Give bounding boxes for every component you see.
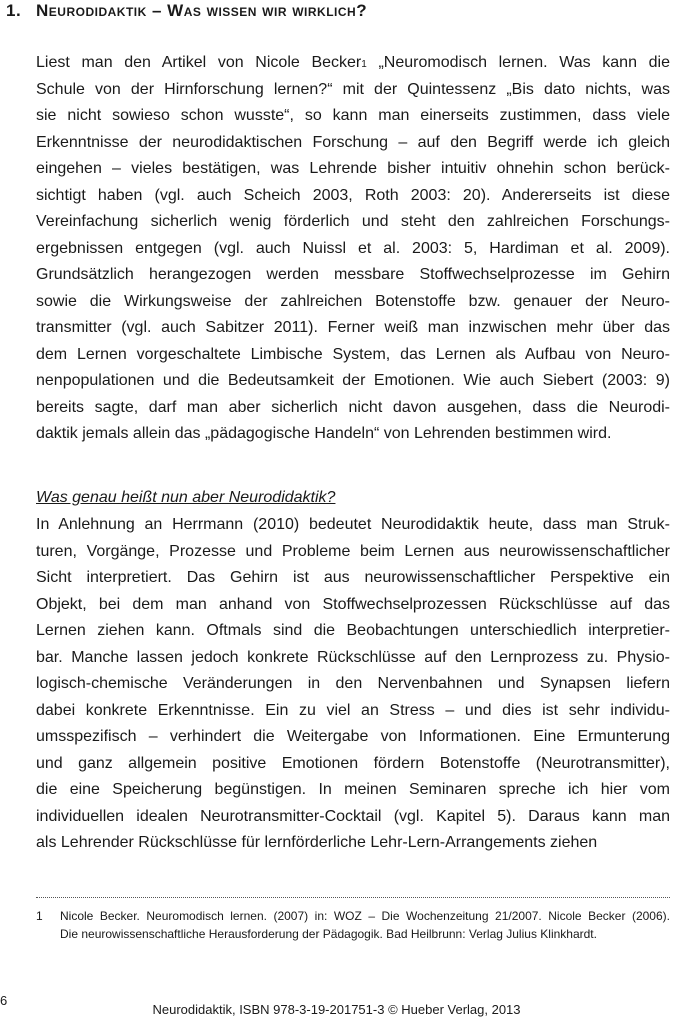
footnote-line: Nicole Becker. Neuromodisch lernen. (2007) in: WOZ – Die Wochenzeitung 21/2007. Nicole Becker (2006). — [60, 909, 670, 923]
footnote-reference[interactable]: 1 — [361, 59, 367, 70]
text-line: transmitter (vgl. auch Sabitzer 2011). Ferner weiß man inzwischen mehr über das — [36, 319, 670, 336]
text-line: bar. Manche lassen jedoch konkrete Rückschlüsse auf den Lernprozess zu. Physio- — [36, 648, 670, 666]
section-subheading: Was genau heißt nun aber Neurodidaktik? — [36, 489, 336, 506]
text-line: umsspezifisch – verhindert die Weitergabe von Informationen. Eine Ermunterung — [36, 728, 670, 745]
footnote-text — [60, 907, 670, 943]
text-line: Objekt, bei dem man anhand von Stoffwechselprozessen Rückschlüsse auf das — [36, 595, 670, 613]
text-line: logisch-chemische Veränderungen in den Nervenbahnen und Synapsen liefern — [36, 675, 670, 692]
text-line: Schule von der Hirnforschung lernen?“ mit der Quintessenz „Bis dato nichts, was — [36, 80, 670, 98]
text-line: nenpopulationen und die Bedeutsamkeit der Emotionen. Wie auch Siebert (2003: 9) — [36, 372, 670, 389]
footnote — [36, 907, 670, 943]
chapter-title: Neurodidaktik – Was wissen wir wirklich? — [36, 1, 368, 20]
page-number: 6 — [0, 993, 8, 1008]
text-line: dabei konkrete Erkenntnisse. Ein zu viel an Stress – und dies ist sehr individu- — [36, 701, 670, 719]
text-line: turen, Vorgänge, Prozesse und Probleme beim Lernen aus neurowissenschaftlicher — [36, 542, 670, 560]
text-line: eingehen – vieles bestätigen, was Lehrende bisher intuitiv ohnehin schon berück- — [36, 160, 670, 177]
text-line: und ganz allgemein positive Emotionen fördern Botenstoffe (Neurotransmitter), — [36, 754, 670, 772]
text-line: die eine Speicherung begünstigen. In meinen Seminaren spreche ich hier vom — [36, 781, 670, 798]
text-line: Liest man den Artikel von Nicole Becker$^1$ „Neuromodisch lernen. Was kann die — [36, 54, 670, 71]
page-footer: Neurodidaktik, ISBN 978-3-19-201751-3 © Hueber Verlag, 2013 — [152, 1002, 521, 1017]
chapter-heading — [6, 0, 666, 22]
text-line: Lernen ziehen kann. Oftmals sind die Beobachtungen unterschiedlich interpretier- — [36, 622, 670, 639]
footnote-divider — [36, 897, 670, 898]
footnote-number: 1 — [36, 909, 43, 923]
text-line: Sicht interpretiert. Das Gehirn ist aus neurowissenschaftlicher Perspektive ein — [36, 569, 670, 586]
text-line: Erkenntnisse der neurodidaktischen Forschung – auf den Begriff werde ich gleich — [36, 133, 670, 151]
text-line: ergebnissen entgegen (vgl. auch Nuissl et al. 2003: 5, Hardiman et al. 2009). — [36, 239, 670, 257]
text-line: dem Lernen vorgeschaltete Limbische System, das Lernen als Aufbau von Neuro- — [36, 345, 670, 363]
text-line: bereits sagte, darf man aber sicherlich nicht davon ausgehen, dass die Neurodi- — [36, 398, 670, 416]
text-line: Grundsätzlich herangezogen werden messbare Stoffwechselprozesse im Gehirn — [36, 266, 670, 283]
text-line: als Lehrender Rückschlüsse für lernförderliche Lehr-Lern-Arrangements ziehen — [36, 834, 598, 851]
chapter-number: 1. — [6, 1, 22, 20]
text-line: sowie die Wirkungsweise der zahlreichen Botenstoffe bzw. genauer der Neuro- — [36, 292, 670, 310]
text-line: sie nicht sowieso schon wusste“, so kann man einerseits zustimmen, dass viele — [36, 107, 670, 124]
footnote-line: Die neurowissenschaftliche Herausforderung der Pädagogik. Bad Heilbrunn: Verlag Julius Klinkhardt. — [60, 927, 597, 941]
text-line: sichtigt haben (vgl. auch Scheich 2003, Roth 2003: 20). Andererseits ist diese — [36, 186, 670, 204]
text-line: Vereinfachung sicherlich wenig förderlich und steht den zahlreichen Forschungs- — [36, 213, 670, 230]
text-line: In Anlehnung an Herrmann (2010) bedeutet Neurodidaktik heute, dass man Struk- — [36, 516, 670, 533]
paragraph-1 — [36, 50, 670, 448]
text-line: daktik jemals allein das „pädagogische Handeln“ von Lehrenden bestimmen wird. — [36, 425, 612, 442]
text-line: individuellen idealen Neurotransmitter-Cocktail (vgl. Kapitel 5). Daraus kann man — [36, 807, 670, 825]
paragraph-2 — [36, 512, 670, 857]
